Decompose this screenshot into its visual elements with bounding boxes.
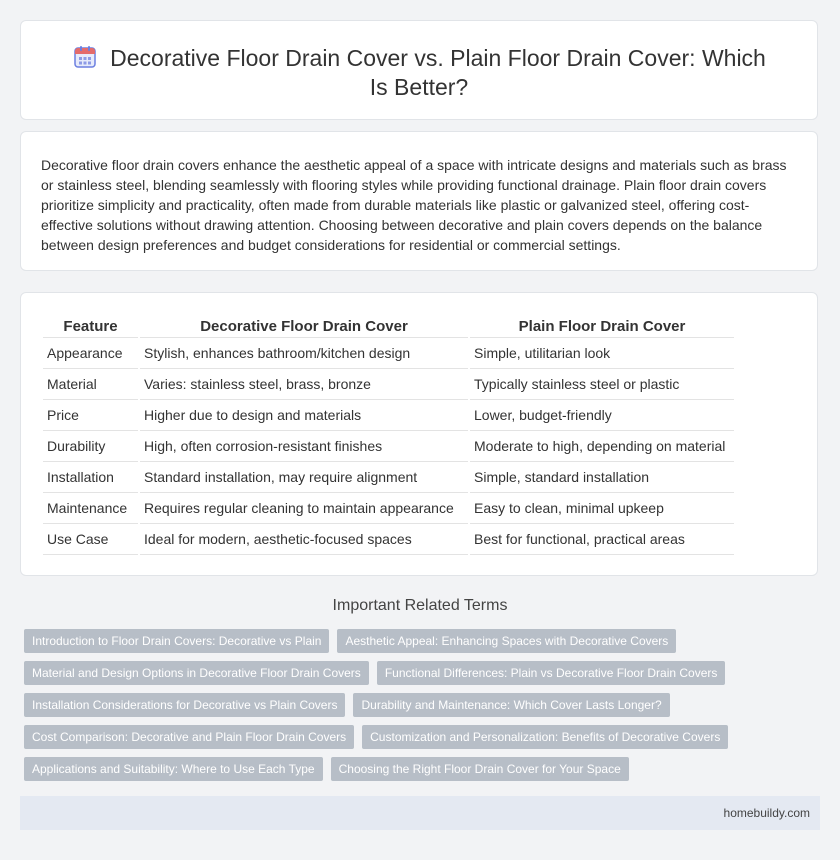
footer <box>20 796 820 830</box>
plain-cell: Typically stainless steel or plastic <box>469 369 734 400</box>
related-term-tag[interactable]: Installation Considerations for Decorative vs Plain Covers <box>24 693 345 717</box>
feature-cell: Durability <box>43 431 139 462</box>
title-card <box>20 20 818 120</box>
feature-cell: Appearance <box>43 338 139 369</box>
related-term-tag[interactable]: Applications and Suitability: Where to Use Each Type <box>24 757 323 781</box>
related-term-tag[interactable]: Cost Comparison: Decorative and Plain Floor Drain Covers <box>24 725 354 749</box>
related-term-tag[interactable]: Choosing the Right Floor Drain Cover for Your Space <box>331 757 629 781</box>
header-feature: Feature <box>43 315 139 338</box>
decorative-cell: Standard installation, may require alignment <box>139 462 469 493</box>
comparison-card <box>20 292 818 576</box>
related-term-tag[interactable]: Customization and Personalization: Benefits of Decorative Covers <box>362 725 728 749</box>
feature-cell: Maintenance <box>43 493 139 524</box>
table-header-row <box>43 315 734 338</box>
intro-card <box>20 131 818 271</box>
table-row <box>43 400 734 431</box>
calendar-icon <box>72 44 98 70</box>
intro-paragraph: Decorative floor drain covers enhance the aesthetic appeal of a space with intricate designs and materials such as brass or stainless steel, blending seamlessly with flooring styles while providing functional drainage. Plain floor drain covers prioritize simplicity and practicality, often made from durable materials like plastic or galvanized steel, offering cost-effective solutions without drawing attention. Choosing between decorative and plain covers depends on the balance between design preferences and budget considerations for residential or commercial settings. <box>41 157 787 253</box>
related-term-tag[interactable]: Introduction to Floor Drain Covers: Decorative vs Plain <box>24 629 329 653</box>
related-term-tag[interactable]: Material and Design Options in Decorative Floor Drain Covers <box>24 661 369 685</box>
table-row <box>43 524 734 555</box>
decorative-cell: Ideal for modern, aesthetic-focused spaces <box>139 524 469 555</box>
feature-cell: Price <box>43 400 139 431</box>
plain-cell: Easy to clean, minimal upkeep <box>469 493 734 524</box>
related-terms-list <box>24 629 824 781</box>
decorative-cell: Stylish, enhances bathroom/kitchen design <box>139 338 469 369</box>
related-term-tag[interactable]: Functional Differences: Plain vs Decorative Floor Drain Covers <box>377 661 726 685</box>
related-term-tag[interactable]: Durability and Maintenance: Which Cover Lasts Longer? <box>353 693 669 717</box>
related-terms-title: Important Related Terms <box>332 597 508 614</box>
decorative-cell: Varies: stainless steel, brass, bronze <box>139 369 469 400</box>
plain-cell: Best for functional, practical areas <box>469 524 734 555</box>
feature-cell: Material <box>43 369 139 400</box>
table-row <box>43 493 734 524</box>
feature-cell: Use Case <box>43 524 139 555</box>
related-term-tag[interactable]: Aesthetic Appeal: Enhancing Spaces with Decorative Covers <box>337 629 676 653</box>
decorative-cell: Requires regular cleaning to maintain appearance <box>139 493 469 524</box>
plain-cell: Simple, utilitarian look <box>469 338 734 369</box>
plain-cell: Simple, standard installation <box>469 462 734 493</box>
table-row <box>43 431 734 462</box>
table-row <box>43 462 734 493</box>
feature-cell: Installation <box>43 462 139 493</box>
plain-cell: Lower, budget-friendly <box>469 400 734 431</box>
header-decorative: Decorative Floor Drain Cover <box>139 315 469 338</box>
table-row <box>43 338 734 369</box>
title-text: Decorative Floor Drain Cover vs. Plain Floor Drain Cover: Which Is Better? <box>110 45 766 100</box>
decorative-cell: High, often corrosion-resistant finishes <box>139 431 469 462</box>
table-row <box>43 369 734 400</box>
decorative-cell: Higher due to design and materials <box>139 400 469 431</box>
comparison-table <box>43 315 734 555</box>
page-title <box>61 44 777 102</box>
header-plain: Plain Floor Drain Cover <box>469 315 734 338</box>
plain-cell: Moderate to high, depending on material <box>469 431 734 462</box>
footer-site-link[interactable]: homebuildy.com <box>723 806 810 820</box>
